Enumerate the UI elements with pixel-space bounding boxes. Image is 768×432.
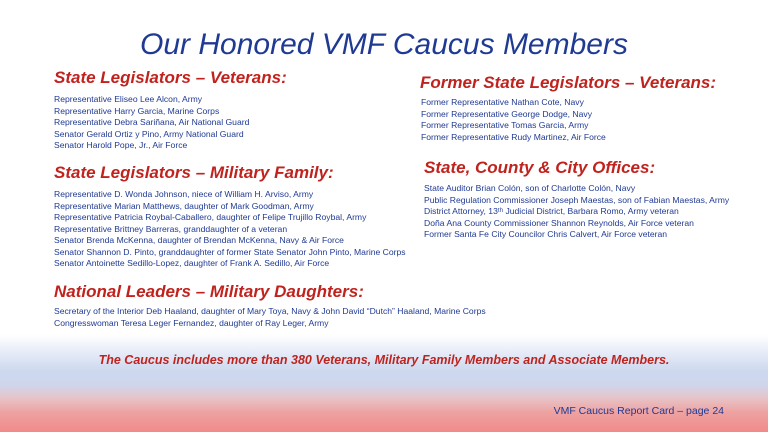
slide-title: Our Honored VMF Caucus Members bbox=[140, 28, 628, 61]
list-item: Senator Shannon D. Pinto, granddaughter of former State Senator John Pinto, Marine Corps bbox=[54, 246, 406, 257]
list-item: Former Representative Tomas Garcia, Army bbox=[421, 120, 589, 130]
list-item: Doña Ana County Commissioner Shannon Reynolds, Air Force veteran bbox=[424, 217, 694, 228]
list-state-legislators-veterans bbox=[54, 94, 249, 152]
list-item: Representative Harry Garcia, Marine Corps bbox=[54, 105, 220, 116]
list-item: Senator Brenda McKenna, daughter of Brendan McKenna, Navy & Air Force bbox=[54, 235, 344, 245]
list-item: Representative Marian Matthews, daughter of Mark Goodman, Army bbox=[54, 200, 314, 211]
list-item: Former Santa Fe City Councilor Chris Calvert, Air Force veteran bbox=[424, 229, 668, 239]
caucus-tagline: The Caucus includes more than 380 Veterans, Military Family Members and Associate Members. bbox=[98, 353, 670, 367]
heading-former-state-legislators-veterans: Former State Legislators – Veterans: bbox=[420, 73, 717, 92]
list-state-county-city-offices bbox=[424, 183, 729, 241]
list-item: Former Representative Nathan Cote, Navy bbox=[421, 97, 584, 107]
list-item: Congresswoman Teresa Leger Fernandez, daughter of Ray Leger, Army bbox=[54, 317, 329, 328]
list-item: Senator Antoinette Sedillo-Lopez, daughter of Frank A. Sedillo, Air Force bbox=[54, 258, 330, 268]
list-item: Public Regulation Commissioner Joseph Maestas, son of Fabian Maestas, Army bbox=[424, 194, 730, 205]
list-item: Former Representative George Dodge, Navy bbox=[421, 108, 592, 119]
heading-state-legislators-military-family: State Legislators – Military Family: bbox=[54, 163, 334, 182]
list-item: Representative Patricia Roybal-Caballero, daughter of Felipe Trujillo Roybal, Army bbox=[54, 212, 367, 222]
list-item: Secretary of the Interior Deb Haaland, daughter of Mary Toya, Navy & John David “Dutch” Haaland, Marine Corps bbox=[54, 306, 486, 316]
list-item: Representative Eliseo Lee Alcon, Army bbox=[54, 94, 203, 104]
heading-national-leaders-military-daughters: National Leaders – Military Daughters: bbox=[54, 282, 364, 301]
list-item: Former Representative Rudy Martinez, Air Force bbox=[421, 131, 606, 142]
list-item: District Attorney, 13ᵗʰ Judicial District, Barbara Romo, Army veteran bbox=[424, 206, 679, 216]
list-item: Representative Debra Sariñana, Air National Guard bbox=[54, 117, 250, 127]
list-former-state-legislators-veterans bbox=[421, 97, 606, 143]
heading-state-legislators-veterans: State Legislators – Veterans: bbox=[54, 68, 287, 87]
list-item: State Auditor Brian Colón, son of Charlotte Colón, Navy bbox=[424, 183, 636, 193]
page-footer: VMF Caucus Report Card – page 24 bbox=[553, 405, 724, 417]
list-item: Representative Brittney Barreras, granddaughter of a veteran bbox=[54, 223, 288, 234]
heading-state-county-city-offices: State, County & City Offices: bbox=[424, 158, 656, 177]
list-item: Senator Gerald Ortiz y Pino, Army National Guard bbox=[54, 128, 244, 139]
list-national-leaders-military-daughters bbox=[54, 306, 486, 329]
list-state-legislators-military-family bbox=[54, 189, 406, 270]
list-item: Senator Harold Pope, Jr., Air Force bbox=[54, 140, 188, 150]
list-item: Representative D. Wonda Johnson, niece of William H. Arviso, Army bbox=[54, 189, 314, 199]
